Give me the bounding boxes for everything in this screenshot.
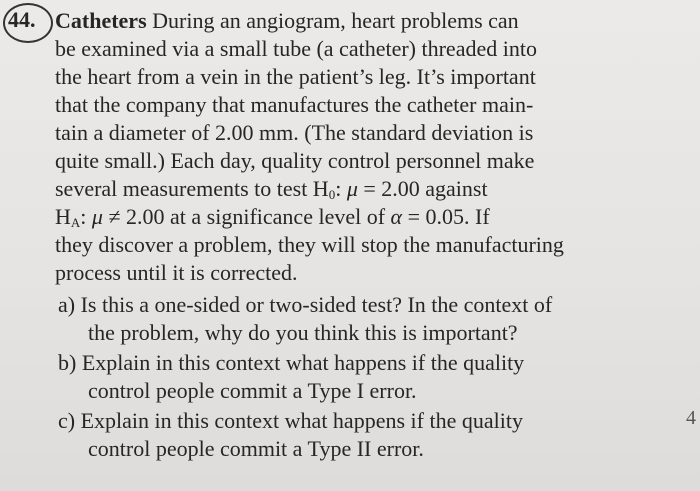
question-c-line-1: c) Explain in this context what happens if the quality (58, 408, 523, 433)
problem-number: 44. (8, 7, 36, 32)
question-c-line-2: control people commit a Type II error. (88, 436, 424, 461)
margin-page-mark: 4 (686, 407, 696, 429)
problem-title: Catheters (55, 8, 147, 33)
ha-colon: : (80, 204, 92, 229)
h0-prefix: several measurements to test H (55, 176, 329, 201)
problem-line-4: that the company that manufactures the catheter main- (55, 92, 534, 117)
problem-line-9: they discover a problem, they will stop the manufacturing (55, 232, 564, 257)
ha-subscript: A (70, 215, 81, 230)
question-a-line-2: the problem, why do you think this is important? (88, 320, 518, 345)
problem-line-10: process until it is corrected. (55, 260, 298, 285)
h0-colon: : (335, 176, 347, 201)
alt-hypothesis-line (55, 205, 490, 235)
problem-line-1 (55, 9, 519, 33)
ha-rest: = 0.05. If (402, 204, 490, 229)
problem-line-5: tain a diameter of 2.00 mm. (The standard deviation is (55, 120, 534, 145)
h0-mu: μ (346, 176, 358, 201)
problem-line-3: the heart from a vein in the patient’s leg. It’s important (55, 64, 536, 89)
ha-prefix: H (55, 204, 71, 229)
question-b-line-2: control people commit a Type I error. (88, 378, 417, 403)
question-a-line-1: a) Is this a one-sided or two-sided test? In the context of (58, 292, 553, 317)
h0-subscript: 0 (328, 187, 336, 202)
ha-alpha: α (390, 204, 403, 229)
null-hypothesis-line (55, 177, 488, 207)
problem-line-2: be examined via a small tube (a catheter) threaded into (55, 36, 537, 61)
question-b-line-1: b) Explain in this context what happens if the quality (58, 350, 525, 375)
h0-rest: = 2.00 against (357, 176, 488, 201)
ha-mu: μ (91, 204, 103, 229)
problem-text-0: During an angiogram, heart problems can (146, 8, 519, 33)
problem-line-6: quite small.) Each day, quality control personnel make (55, 148, 535, 173)
ha-mid: ≠ 2.00 at a significance level of (102, 204, 391, 229)
